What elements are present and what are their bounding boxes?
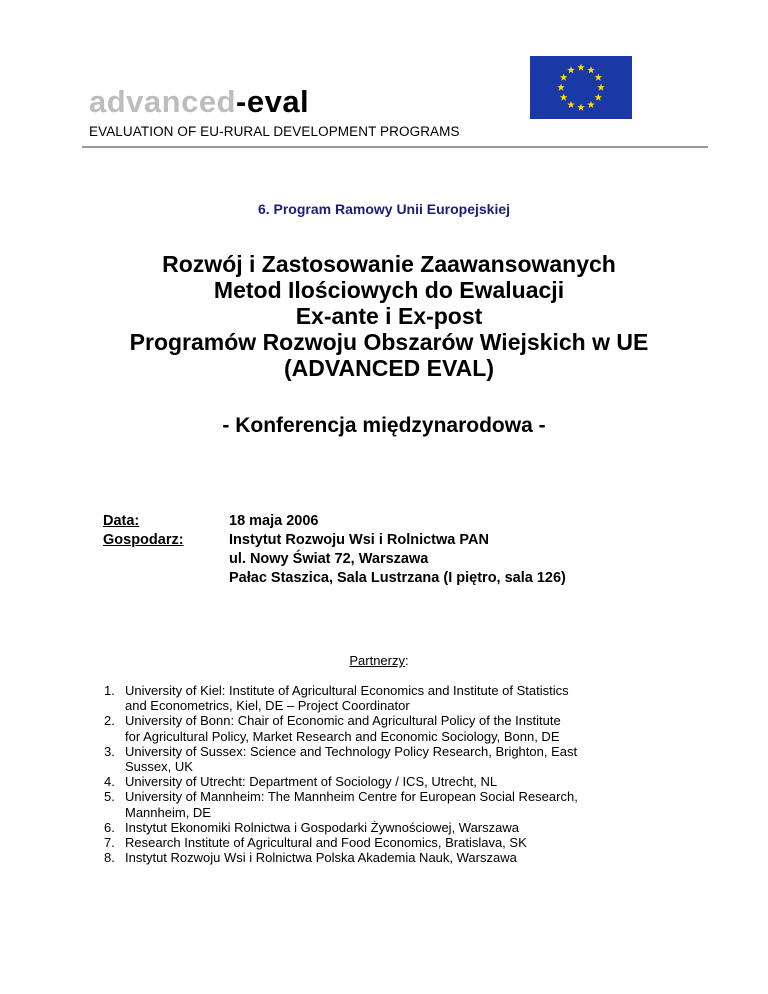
host-line-2: ul. Nowy Świat 72, Warszawa: [229, 551, 429, 567]
partner-line: for Agricultural Policy, Market Research and Economic Sociology, Bonn, DE: [125, 728, 560, 744]
partner-line: Mannheim, DE: [125, 804, 211, 820]
title-line-1: Rozwój i Zastosowanie Zaawansowanych: [162, 251, 616, 277]
partner-item: [104, 683, 684, 713]
program-name: 6. Program Ramowy Unii Europejskiej: [257, 201, 511, 217]
partner-number: 1.: [104, 683, 115, 698]
conference-subtitle: - Konferencja międzynarodowa -: [222, 414, 546, 437]
partner-line: University of Kiel: Institute of Agricultural Economics and Institute of Statistics: [125, 683, 569, 698]
date-value: 18 maja 2006: [229, 513, 319, 529]
logo-dark-part: -eval: [236, 84, 310, 119]
partner-item: [104, 713, 684, 743]
partners-list: [104, 683, 684, 865]
partner-number: 6.: [104, 819, 115, 835]
title-line-5: (ADVANCED EVAL): [284, 355, 494, 381]
title-line-4: Programów Rozwoju Obszarów Wiejskich w UE: [129, 329, 649, 355]
partner-number: 3.: [104, 743, 115, 759]
partner-number: 8.: [104, 850, 115, 866]
eu-flag-icon: [530, 56, 632, 119]
partner-line: Instytut Ekonomiki Rolnictwa i Gospodarki Żywnościowej, Warszawa: [125, 819, 519, 835]
document-title: [0, 251, 768, 381]
partner-item: [104, 835, 684, 850]
partner-number: 7.: [104, 835, 115, 851]
partner-line: Instytut Rozwoju Wsi i Rolnictwa Polska Akademia Nauk, Warszawa: [125, 850, 517, 866]
title-line-2: Metod Ilościowych do Ewaluacji: [213, 277, 565, 303]
partner-line: University of Bonn: Chair of Economic and Agricultural Policy of the Institute: [125, 713, 561, 729]
partner-line: University of Mannheim: The Mannheim Centre for European Social Research,: [125, 789, 578, 805]
title-line-3: Ex-ante i Ex-post: [295, 303, 483, 329]
partner-line: Research Institute of Agricultural and Food Economics, Bratislava, SK: [125, 835, 527, 851]
host-line-3: Pałac Staszica, Sala Lustrzana (I piętro, sala 126): [229, 570, 566, 586]
partner-item: [104, 789, 684, 819]
header-subtitle: EVALUATION OF EU-RURAL DEVELOPMENT PROGRAMS: [89, 124, 460, 139]
detail-values: [229, 512, 566, 588]
partner-item: [104, 850, 684, 865]
partner-line: Sussex, UK: [125, 759, 193, 775]
partner-item: [104, 820, 684, 835]
partner-line: University of Sussex: Science and Technology Policy Research, Brighton, East: [125, 743, 578, 759]
detail-labels: [103, 512, 233, 550]
advanced-eval-logo: [89, 86, 309, 117]
partner-number: 4.: [104, 774, 115, 790]
partner-line: University of Utrecht: Department of Sociology / ICS, Utrecht, NL: [125, 774, 498, 790]
partners-heading-colon: :: [405, 653, 409, 668]
host-line-1: Instytut Rozwoju Wsi i Rolnictwa PAN: [229, 532, 489, 548]
partner-number: 5.: [104, 789, 115, 805]
host-label: Gospodarz:: [103, 532, 184, 548]
partner-line: and Econometrics, Kiel, DE – Project Coordinator: [125, 698, 410, 714]
partner-item: [104, 744, 684, 774]
partner-number: 2.: [104, 713, 115, 729]
header-divider: [82, 146, 708, 148]
partners-heading: [0, 653, 758, 668]
logo-light-part: advanced: [89, 84, 237, 119]
date-label: Data:: [103, 513, 140, 529]
partners-heading-text: Partnerzy: [349, 653, 405, 668]
partner-item: [104, 774, 684, 789]
